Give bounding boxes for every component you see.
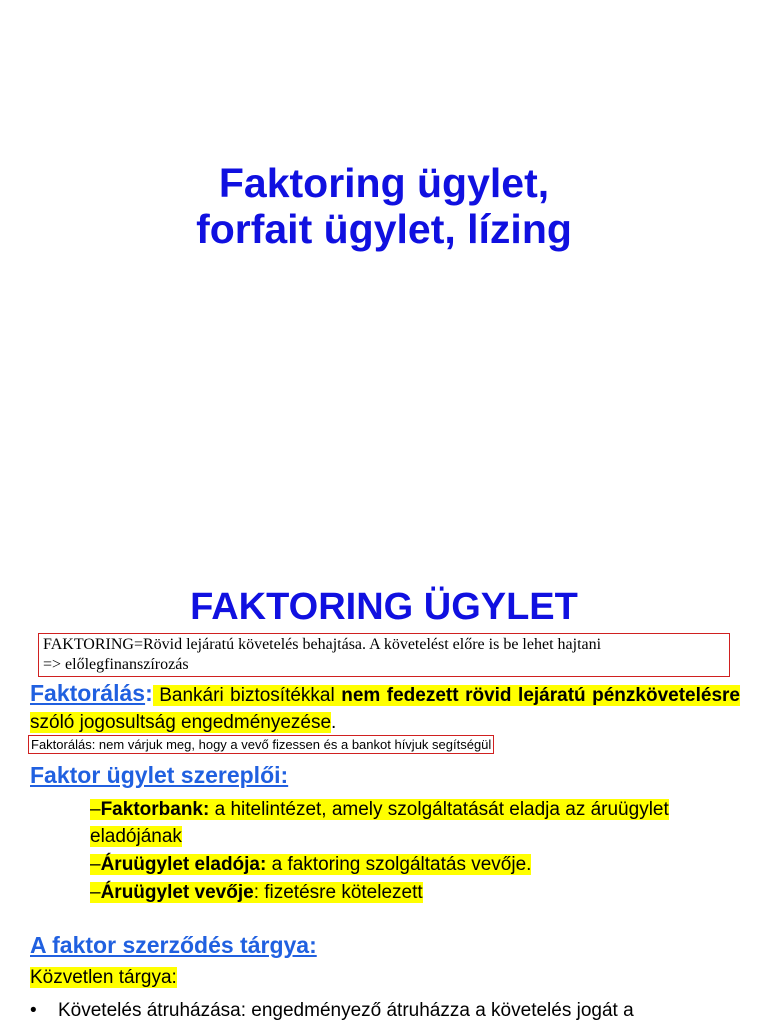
roles-list [90, 796, 710, 907]
bullet-item [30, 997, 750, 1024]
subject-heading: A faktor szerződés tárgya: [30, 932, 317, 958]
role-text: a hitelintézet, amely szolgáltatását eladja az áruügylet eladójának [90, 799, 669, 847]
faktoring-note-box [38, 633, 730, 677]
definition-text-1: Bankári biztosítékkal [152, 685, 342, 706]
definition-bold: nem fedezett rövid lejáratú pénzkövetelésre [341, 685, 740, 706]
role-text: : fizetésre kötelezett [253, 882, 423, 903]
faktoralas-definition [30, 680, 740, 736]
slide-title-line-1: Faktoring ügylet, [218, 160, 550, 206]
role-item-seller [90, 851, 710, 878]
role-dash: – [90, 799, 101, 820]
role-item-faktorbank [90, 796, 710, 850]
faktoralas-label: Faktorálás [30, 680, 146, 706]
roles-heading: Faktor ügylet szereplői: [30, 762, 289, 788]
definition-text-2: szóló jogosultság engedményezése [30, 712, 332, 733]
slide-title [0, 160, 768, 252]
role-dash: – [90, 882, 101, 903]
faktoralas-colon: : [145, 680, 153, 706]
note-line-2: => előlegfinanszírozás [43, 656, 189, 673]
role-bold: Áruügylet vevője [100, 882, 254, 903]
bullet-text: Követelés átruházása: engedményező átruházza a követelés jogát a [58, 1000, 634, 1021]
role-dash: – [90, 854, 101, 875]
role-bold: Áruügylet eladója: [100, 854, 267, 875]
bullet-mark: • [30, 1000, 37, 1021]
direct-subject-label: Közvetlen tárgya: [30, 967, 177, 988]
role-bold: Faktorbank: [100, 799, 210, 820]
small-note-box: Faktorálás: nem várjuk meg, hogy a vevő fizessen és a bankot hívjuk segítségül [28, 735, 494, 754]
direct-subject [30, 966, 177, 990]
note-line-1: FAKTORING=Rövid lejáratú követelés behajtása. A követelést előre is be lehet hajtani [43, 636, 602, 653]
section-heading: FAKTORING ÜGYLET [190, 586, 578, 628]
slide-title-line-2: forfait ügylet, lízing [196, 206, 572, 252]
definition-end: . [331, 712, 337, 733]
role-text: a faktoring szolgáltatás vevője. [266, 854, 532, 875]
role-item-buyer [90, 879, 710, 906]
